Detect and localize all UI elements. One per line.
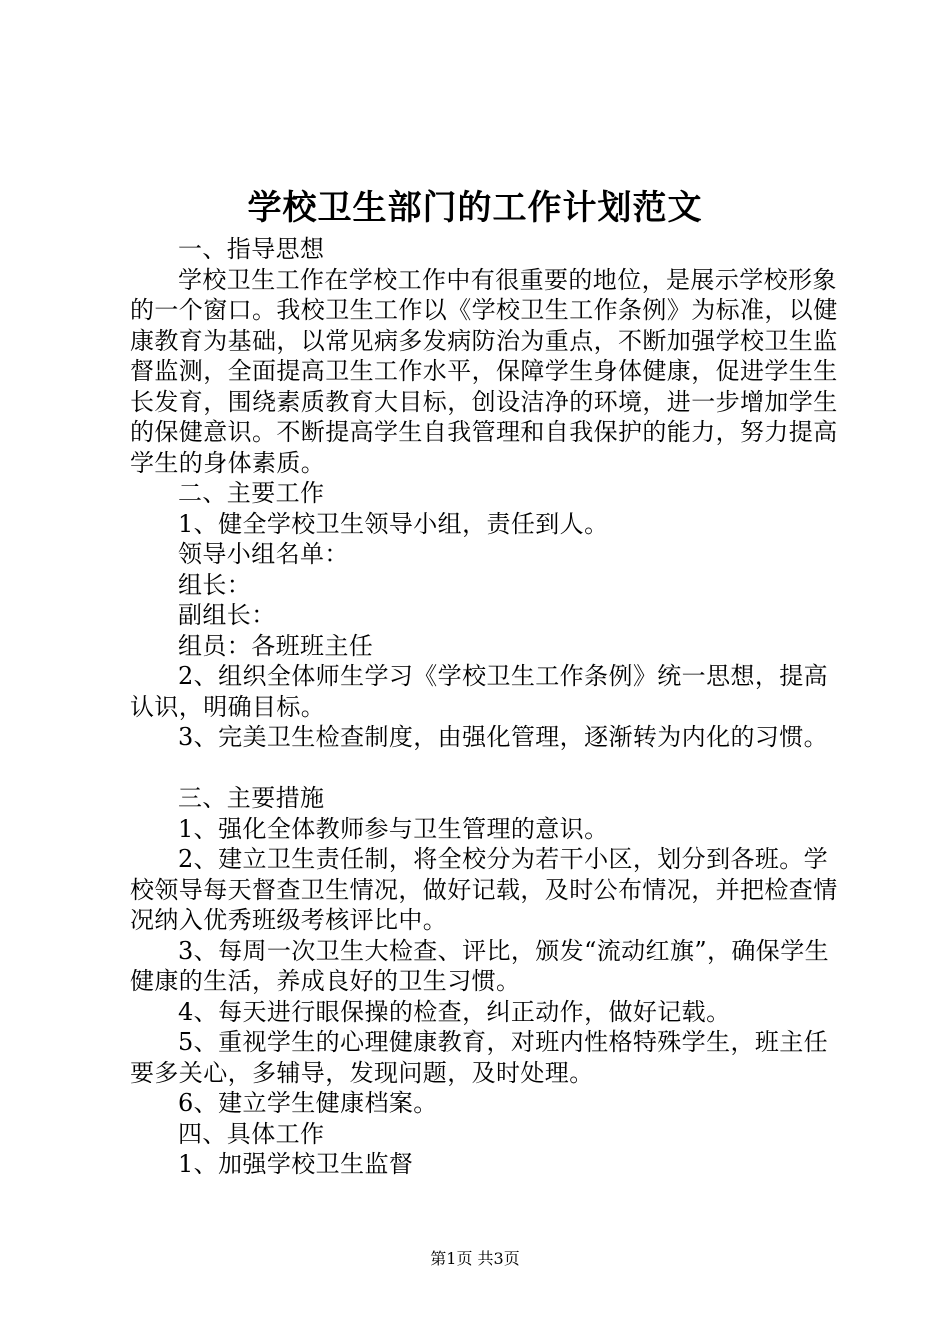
paragraph-deputy-leader: 副组长： — [178, 601, 276, 629]
section-heading-main-work: 二、主要工作 — [178, 479, 325, 507]
paragraph-main-work-1: 1、健全学校卫生领导小组，责任到人。 — [178, 509, 609, 538]
section-heading-specific-work: 四、具体工作 — [178, 1119, 325, 1148]
document-title: 学校卫生部门的工作计划范文 — [247, 188, 703, 228]
paragraph-measure-1: 1、强化全体教师参与卫生管理的意识。 — [178, 814, 609, 843]
document-body — [130, 234, 850, 1180]
blank-line — [130, 753, 850, 784]
paragraph-leader-list: 领导小组名单： — [178, 540, 349, 568]
section-heading-main-measures: 三、主要措施 — [178, 784, 325, 812]
paragraph-specific-work-1: 1、加强学校卫生监督 — [178, 1150, 414, 1178]
paragraph-measure-2: 2、建立卫生责任制，将全校分为若干小区，划分到各班。学校领导每天督查卫生情况，做好记载，及时公布情况，并把检查情况纳入优秀班级考核评比中。 — [130, 845, 838, 934]
paragraph-measure-6: 6、建立学生健康档案。 — [178, 1089, 438, 1117]
paragraph-group-leader: 组长： — [178, 570, 252, 599]
page-footer: 第1页 共3页 — [430, 1249, 520, 1268]
paragraph-measure-3: 3、每周一次卫生大检查、评比，颁发“流动红旗”，确保学生健康的生活，养成良好的卫生习惯。 — [130, 936, 830, 995]
paragraph-measure-4: 4、每天进行眼保操的检查，纠正动作，做好记载。 — [178, 997, 731, 1026]
paragraph-guiding-thought: 学校卫生工作在学校工作中有很重要的地位，是展示学校形象的一个窗口。我校卫生工作以《学校卫生工作条例》为标准，以健康教育为基础，以常见病多发病防治为重点，不断加强学校卫生监督监测，全面提高卫生工作水平，保障学生身体健康，促进学生生长发育，围绕素质教育大目标，创设洁净的环境，进一步增加学生的保健意识。不断提高学生自我管理和自我保护的能力，努力提高学生的身体素质。 — [130, 265, 838, 477]
paragraph-main-work-3: 3、完美卫生检查制度，由强化管理，逐渐转为内化的习惯。 — [178, 723, 829, 751]
paragraph-measure-5: 5、重视学生的心理健康教育，对班内性格特殊学生，班主任要多关心，多辅导，发现问题，及时处理。 — [130, 1028, 829, 1087]
paragraph-members: 组员：各班班主任 — [178, 631, 374, 660]
paragraph-main-work-2: 2、组织全体师生学习《学校卫生工作条例》统一思想，提高认识，明确目标。 — [130, 662, 829, 721]
section-heading-guiding-thought: 一、指导思想 — [178, 235, 325, 263]
